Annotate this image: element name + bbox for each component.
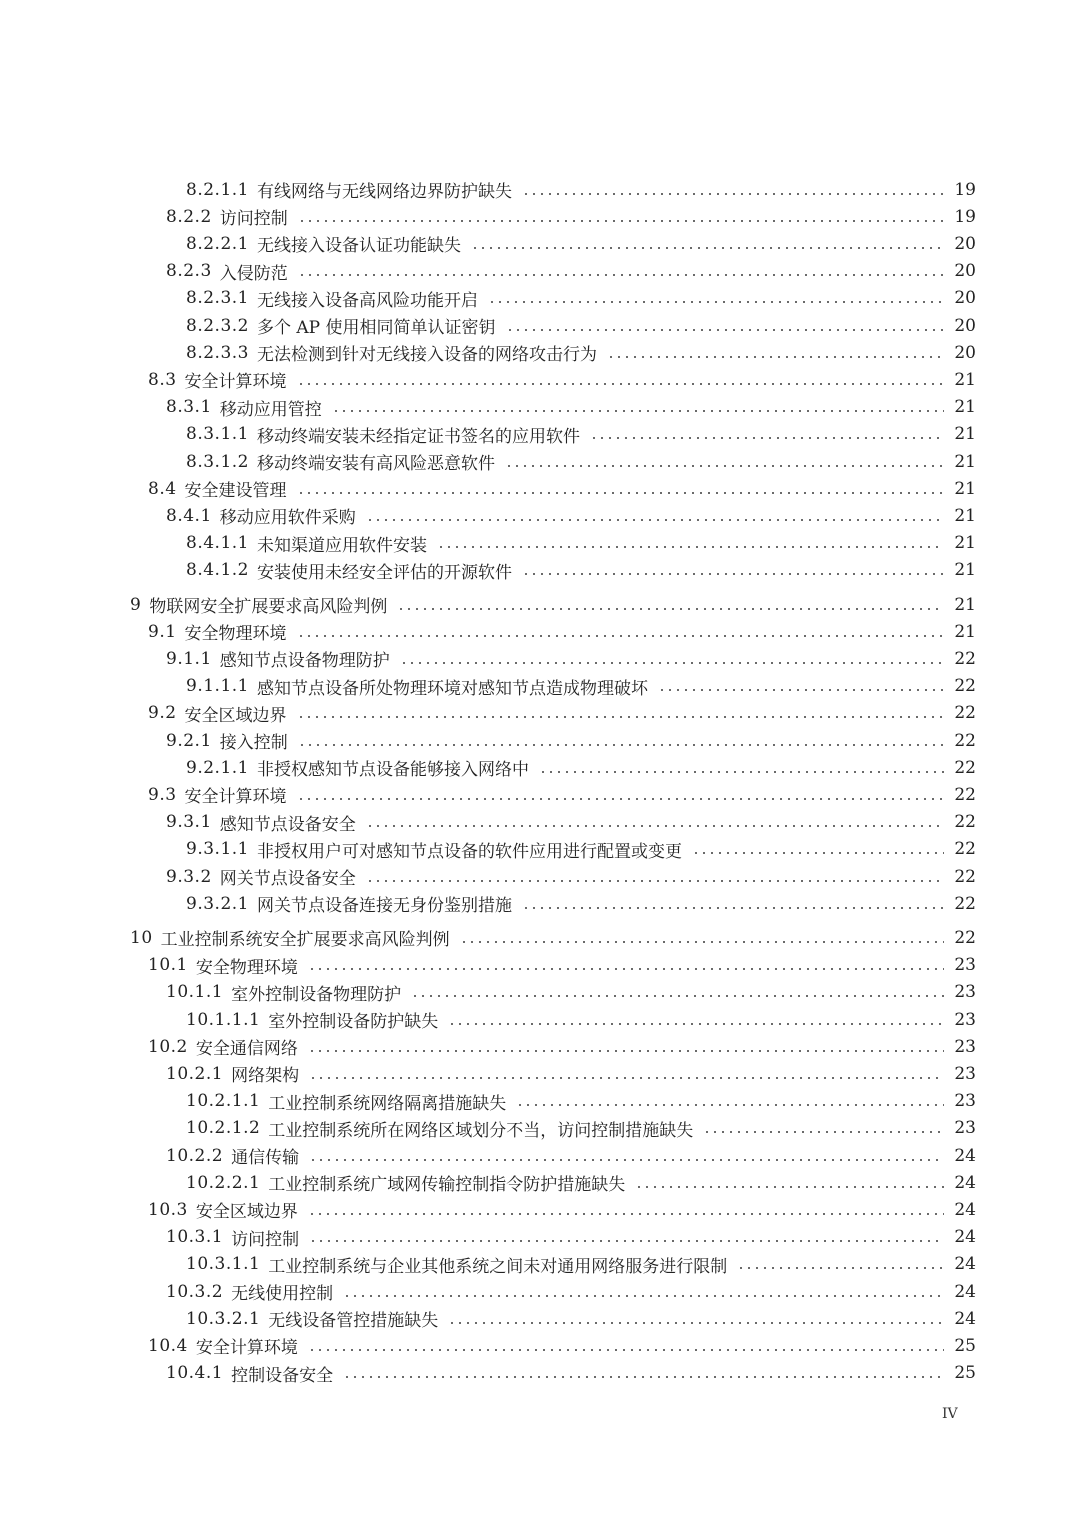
- toc-entry-page: 22: [954, 676, 976, 697]
- toc-entry[interactable]: [148, 475, 976, 502]
- toc-entry-page: 20: [954, 261, 976, 282]
- toc-entry-title: 安装使用未经安全评估的开源软件: [256, 562, 512, 583]
- toc-entry[interactable]: [148, 1196, 976, 1223]
- toc-entry-page: 23: [954, 1091, 976, 1112]
- dot-leader: [366, 825, 944, 827]
- dot-leader: [635, 1186, 944, 1188]
- toc-entry-page: 22: [954, 648, 976, 669]
- toc-entry[interactable]: [166, 203, 976, 230]
- toc-entry-title: 安全计算环境: [184, 787, 287, 808]
- toc-entry[interactable]: [186, 339, 976, 366]
- toc-entry-number: 10.1.1.1: [186, 1009, 261, 1030]
- dot-leader: [308, 1213, 944, 1215]
- toc-entry-page: 23: [954, 1063, 976, 1084]
- toc-entry-page: 24: [954, 1145, 976, 1166]
- toc-entry-number: 9.3.2.1: [186, 893, 249, 914]
- toc-entry[interactable]: [166, 258, 976, 285]
- toc-entry-number: 8.4.1.2: [186, 560, 249, 581]
- toc-entry-title: 无线设备管控措施缺失: [268, 1311, 439, 1332]
- toc-entry-page: 20: [954, 315, 976, 336]
- dot-leader: [309, 1159, 944, 1161]
- toc-entry-number: 9.2.1.1: [186, 757, 249, 778]
- toc-entry-page: 23: [954, 1036, 976, 1057]
- dot-leader: [397, 608, 944, 610]
- toc-entry-title: 网关节点设备安全: [219, 869, 356, 889]
- toc-entry[interactable]: [148, 952, 976, 979]
- toc-entry-title: 工业控制系统安全扩展要求高风险判例: [160, 930, 450, 951]
- dot-leader: [448, 1023, 944, 1025]
- toc-entry-title: 安全建设管理: [184, 481, 287, 502]
- toc-entry-page: 19: [954, 206, 976, 227]
- toc-entry-page: 22: [954, 927, 976, 948]
- toc-entry-number: 8.4: [148, 478, 177, 499]
- dot-leader: [309, 1077, 944, 1079]
- toc-entry-page: 25: [954, 1335, 976, 1356]
- toc-entry-title: 访问控制: [231, 1229, 300, 1250]
- toc-entry-page: 22: [954, 866, 976, 887]
- toc-entry[interactable]: [148, 1332, 976, 1359]
- dot-leader: [516, 1104, 944, 1106]
- toc-entry-number: 9.3.1: [166, 812, 212, 833]
- toc-entry-number: 10.1.1: [166, 982, 224, 1003]
- toc-entry-title: 移动应用软件采购: [219, 508, 356, 529]
- toc-entry-number: 8.2.3: [166, 261, 212, 282]
- dot-leader: [737, 1267, 944, 1269]
- toc-entry[interactable]: [186, 448, 976, 475]
- toc-entry[interactable]: [186, 673, 976, 700]
- dot-leader: [297, 492, 944, 494]
- toc-entry[interactable]: [148, 366, 976, 393]
- toc-entry[interactable]: [148, 618, 976, 645]
- toc-entry[interactable]: [166, 645, 976, 672]
- toc-entry-page: 25: [954, 1363, 976, 1384]
- toc-entry-number: 8.2.2: [166, 206, 212, 227]
- toc-entry[interactable]: [186, 1088, 976, 1115]
- toc-entry-title: 物联网安全扩展要求高风险判例: [149, 597, 388, 617]
- dot-leader: [298, 220, 944, 222]
- toc-entry-number: 8.3: [148, 369, 177, 390]
- toc-entry[interactable]: [166, 863, 976, 890]
- dot-leader: [692, 852, 944, 854]
- toc-entry-title: 安全物理环境: [184, 624, 287, 645]
- toc-entry[interactable]: [166, 1060, 976, 1087]
- toc-entry-title: 网络架构: [231, 1066, 300, 1087]
- toc-entry-number: 10.2: [148, 1036, 188, 1057]
- toc-entry-page: 21: [954, 451, 976, 472]
- dot-leader: [308, 968, 944, 970]
- toc-entry-title: 多个 AP 使用相同简单认证密钥: [256, 318, 496, 338]
- page-number: IV: [942, 1406, 958, 1422]
- toc-entry-title: 感知节点设备所处物理环境对感知节点造成物理破坏: [256, 678, 648, 699]
- toc-entry-page: 19: [954, 179, 976, 200]
- toc-entry-page: 21: [954, 533, 976, 554]
- dot-leader: [309, 1240, 944, 1242]
- toc-entry[interactable]: [166, 1142, 976, 1169]
- dot-leader: [298, 274, 944, 276]
- dot-leader: [488, 301, 944, 303]
- toc-entry-title: 安全计算环境: [184, 372, 287, 393]
- toc-entry-title: 未知渠道应用软件安装: [256, 535, 427, 556]
- dot-leader: [308, 1349, 944, 1351]
- toc-entry[interactable]: [166, 727, 976, 754]
- toc-entry-title: 工业控制系统网络隔离措施缺失: [268, 1093, 507, 1114]
- toc-entry-page: 24: [954, 1281, 976, 1302]
- toc-entry[interactable]: [166, 502, 976, 529]
- toc-entry-page: 21: [954, 424, 976, 445]
- dot-leader: [298, 744, 944, 746]
- toc-entry[interactable]: [186, 1251, 976, 1278]
- toc-entry-title: 入侵防范: [219, 263, 288, 284]
- toc-entry-number: 8.4.1: [166, 505, 212, 526]
- toc-entry-number: 8.3.1.2: [186, 451, 249, 472]
- toc-entry-page: 21: [954, 560, 976, 581]
- toc-entry[interactable]: [186, 754, 976, 781]
- toc-entry-page: 22: [954, 757, 976, 778]
- dot-leader: [506, 329, 944, 331]
- dot-leader: [522, 573, 944, 575]
- toc-entry-title: 安全区域边界: [184, 705, 287, 726]
- toc-entry-page: 22: [954, 730, 976, 751]
- toc-entry[interactable]: [186, 285, 976, 312]
- toc-entry-page: 20: [954, 233, 976, 254]
- toc-entry-page: 21: [954, 478, 976, 499]
- toc-entry[interactable]: [186, 890, 976, 917]
- toc-entry[interactable]: [130, 591, 976, 618]
- toc-entry-title: 安全区域边界: [195, 1202, 298, 1223]
- toc-entry-title: 访问控制: [219, 209, 288, 230]
- toc-entry-page: 23: [954, 1009, 976, 1030]
- toc-entry-title: 非授权感知节点设备能够接入网络中: [256, 760, 529, 781]
- toc-entry[interactable]: [166, 1224, 976, 1251]
- toc-entry-title: 工业控制系统广域网传输控制指令防护措施缺失: [268, 1175, 626, 1196]
- toc-entry-number: 9.2.1: [166, 730, 212, 751]
- dot-leader: [400, 662, 944, 664]
- toc-entry[interactable]: [186, 530, 976, 557]
- toc-entry-number: 8.4.1.1: [186, 533, 249, 554]
- toc-entry-title: 通信传输: [231, 1148, 300, 1168]
- toc-entry-number: 9.3: [148, 784, 177, 805]
- toc-entry-page: 21: [954, 621, 976, 642]
- toc-entry-page: 23: [954, 955, 976, 976]
- toc-entry-page: 24: [954, 1199, 976, 1220]
- dot-leader: [703, 1131, 944, 1133]
- toc-entry-number: 10.4.1: [166, 1363, 224, 1384]
- toc-entry-page: 21: [954, 397, 976, 418]
- toc-entry-page: 22: [954, 784, 976, 805]
- dot-leader: [297, 635, 944, 637]
- toc-entry-number: 8.2.3.3: [186, 342, 249, 363]
- toc-entry-page: 21: [954, 369, 976, 390]
- toc-entry-number: 9.2: [148, 703, 177, 724]
- toc-entry[interactable]: [166, 979, 976, 1006]
- toc-entry-title: 安全物理环境: [195, 957, 298, 978]
- dot-leader: [366, 880, 944, 882]
- toc-entry-title: 无线接入设备高风险功能开启: [256, 290, 478, 311]
- toc-entry-number: 8.2.3.1: [186, 288, 249, 309]
- toc-entry-page: 21: [954, 594, 976, 615]
- toc-entry-title: 室外控制设备防护缺失: [268, 1012, 439, 1032]
- toc-entry[interactable]: [186, 836, 976, 863]
- toc-entry-page: 23: [954, 1118, 976, 1139]
- toc-entry-page: 22: [954, 893, 976, 914]
- toc-entry-title: 感知节点设备物理防护: [219, 651, 390, 672]
- toc-entry-number: 10.2.1: [166, 1063, 224, 1084]
- toc-entry-number: 9.3.1.1: [186, 839, 249, 860]
- toc-entry-page: 21: [954, 505, 976, 526]
- dot-leader: [505, 465, 944, 467]
- toc-entry-number: 10.3: [148, 1199, 188, 1220]
- toc-entry-number: 10.1: [148, 955, 188, 976]
- toc-entry-number: 9: [130, 594, 142, 615]
- toc-entry-page: 22: [954, 839, 976, 860]
- toc-entry[interactable]: [186, 312, 976, 339]
- dot-leader: [471, 247, 944, 249]
- dot-leader: [366, 519, 944, 521]
- dot-leader: [658, 689, 944, 691]
- toc-entry-title: 安全计算环境: [195, 1338, 298, 1359]
- toc-entry-page: 23: [954, 982, 976, 1003]
- dot-leader: [437, 546, 944, 548]
- toc-entry-page: 20: [954, 288, 976, 309]
- toc-entry-title: 接入控制: [219, 733, 288, 753]
- dot-leader: [308, 1050, 944, 1052]
- toc-entry-number: 10: [130, 927, 153, 948]
- dot-leader: [522, 907, 944, 909]
- dot-leader: [297, 716, 944, 718]
- toc-entry-title: 移动应用管控: [219, 399, 322, 420]
- dot-leader: [607, 356, 944, 358]
- toc-entry-title: 网关节点设备连接无身份鉴别措施: [256, 896, 512, 917]
- toc-entry-page: 24: [954, 1172, 976, 1193]
- toc-entry-number: 10.3.1: [166, 1227, 224, 1248]
- toc-entry[interactable]: [148, 1033, 976, 1060]
- toc-entry-number: 10.2.1.1: [186, 1091, 261, 1112]
- toc-entry-title: 控制设备安全: [231, 1365, 334, 1386]
- toc-entry[interactable]: [186, 1169, 976, 1196]
- toc-entry-number: 10.2.2: [166, 1145, 224, 1166]
- toc-entry-title: 移动终端安装未经指定证书签名的应用软件: [256, 426, 580, 447]
- toc-entry-number: 10.4: [148, 1335, 188, 1356]
- toc-entry-page: 22: [954, 812, 976, 833]
- toc-entry[interactable]: [186, 1006, 976, 1033]
- dot-leader: [522, 193, 944, 195]
- toc-entry-title: 安全通信网络: [195, 1039, 298, 1060]
- toc-entry-page: 22: [954, 703, 976, 724]
- toc-entry[interactable]: [166, 1278, 976, 1305]
- toc-entry-title: 工业控制系统所在网络区域划分不当，访问控制措施缺失: [268, 1120, 694, 1141]
- toc-entry-number: 10.2.1.2: [186, 1118, 261, 1139]
- dot-leader: [448, 1322, 944, 1324]
- toc-entry-title: 无法检测到针对无线接入设备的网络攻击行为: [256, 345, 597, 366]
- toc-entry-number: 8.3.1: [166, 397, 212, 418]
- toc-entry-page: 20: [954, 342, 976, 363]
- toc-entry-title: 移动终端安装有高风险恶意软件: [256, 454, 495, 474]
- toc-entry[interactable]: [186, 176, 976, 203]
- toc-entry-page: 24: [954, 1308, 976, 1329]
- toc-entry[interactable]: [130, 924, 976, 951]
- toc-entry-title: 感知节点设备安全: [219, 814, 356, 835]
- toc-entry-page: 24: [954, 1254, 976, 1275]
- dot-leader: [343, 1376, 944, 1378]
- toc-entry-title: 有线网络与无线网络边界防护缺失: [256, 182, 512, 202]
- toc-entry-number: 8.2.3.2: [186, 315, 249, 336]
- toc-entry[interactable]: [186, 1305, 976, 1332]
- dot-leader: [411, 995, 944, 997]
- toc-entry-number: 9.3.2: [166, 866, 212, 887]
- toc-entry-number: 9.1.1: [166, 648, 212, 669]
- dot-leader: [590, 437, 944, 439]
- dot-leader: [343, 1295, 944, 1297]
- toc-entry-title: 室外控制设备物理防护: [231, 984, 402, 1005]
- toc-entry[interactable]: [186, 421, 976, 448]
- toc-entry-title: 工业控制系统与企业其他系统之间未对通用网络服务进行限制: [268, 1256, 728, 1277]
- toc-entry-number: 8.2.1.1: [186, 179, 249, 200]
- toc-entry-title: 无线接入设备认证功能缺失: [256, 236, 461, 257]
- toc-entry-number: 8.3.1.1: [186, 424, 249, 445]
- toc-entry-page: 24: [954, 1227, 976, 1248]
- toc-entry-title: 无线使用控制: [231, 1284, 334, 1304]
- dot-leader: [297, 798, 944, 800]
- dot-leader: [297, 383, 944, 385]
- dot-leader: [332, 410, 944, 412]
- toc-entry-number: 10.3.2: [166, 1281, 224, 1302]
- toc-entry[interactable]: [166, 809, 976, 836]
- toc-entry[interactable]: [186, 1115, 976, 1142]
- toc-entry-number: 10.3.2.1: [186, 1308, 261, 1329]
- toc-entry[interactable]: [166, 1360, 976, 1387]
- toc-entry[interactable]: [186, 557, 976, 584]
- dot-leader: [460, 941, 944, 943]
- toc-entry[interactable]: [148, 700, 976, 727]
- toc-entry-title: 非授权用户可对感知节点设备的软件应用进行配置或变更: [256, 841, 682, 862]
- toc-entry[interactable]: [148, 781, 976, 808]
- toc-entry-number: 9.1.1.1: [186, 676, 249, 697]
- toc-entry-number: 10.3.1.1: [186, 1254, 261, 1275]
- toc-entry-number: 9.1: [148, 621, 177, 642]
- toc-entry-number: 10.2.2.1: [186, 1172, 261, 1193]
- dot-leader: [539, 771, 944, 773]
- toc-entry-number: 8.2.2.1: [186, 233, 249, 254]
- toc-entry[interactable]: [166, 394, 976, 421]
- toc-entry[interactable]: [186, 230, 976, 257]
